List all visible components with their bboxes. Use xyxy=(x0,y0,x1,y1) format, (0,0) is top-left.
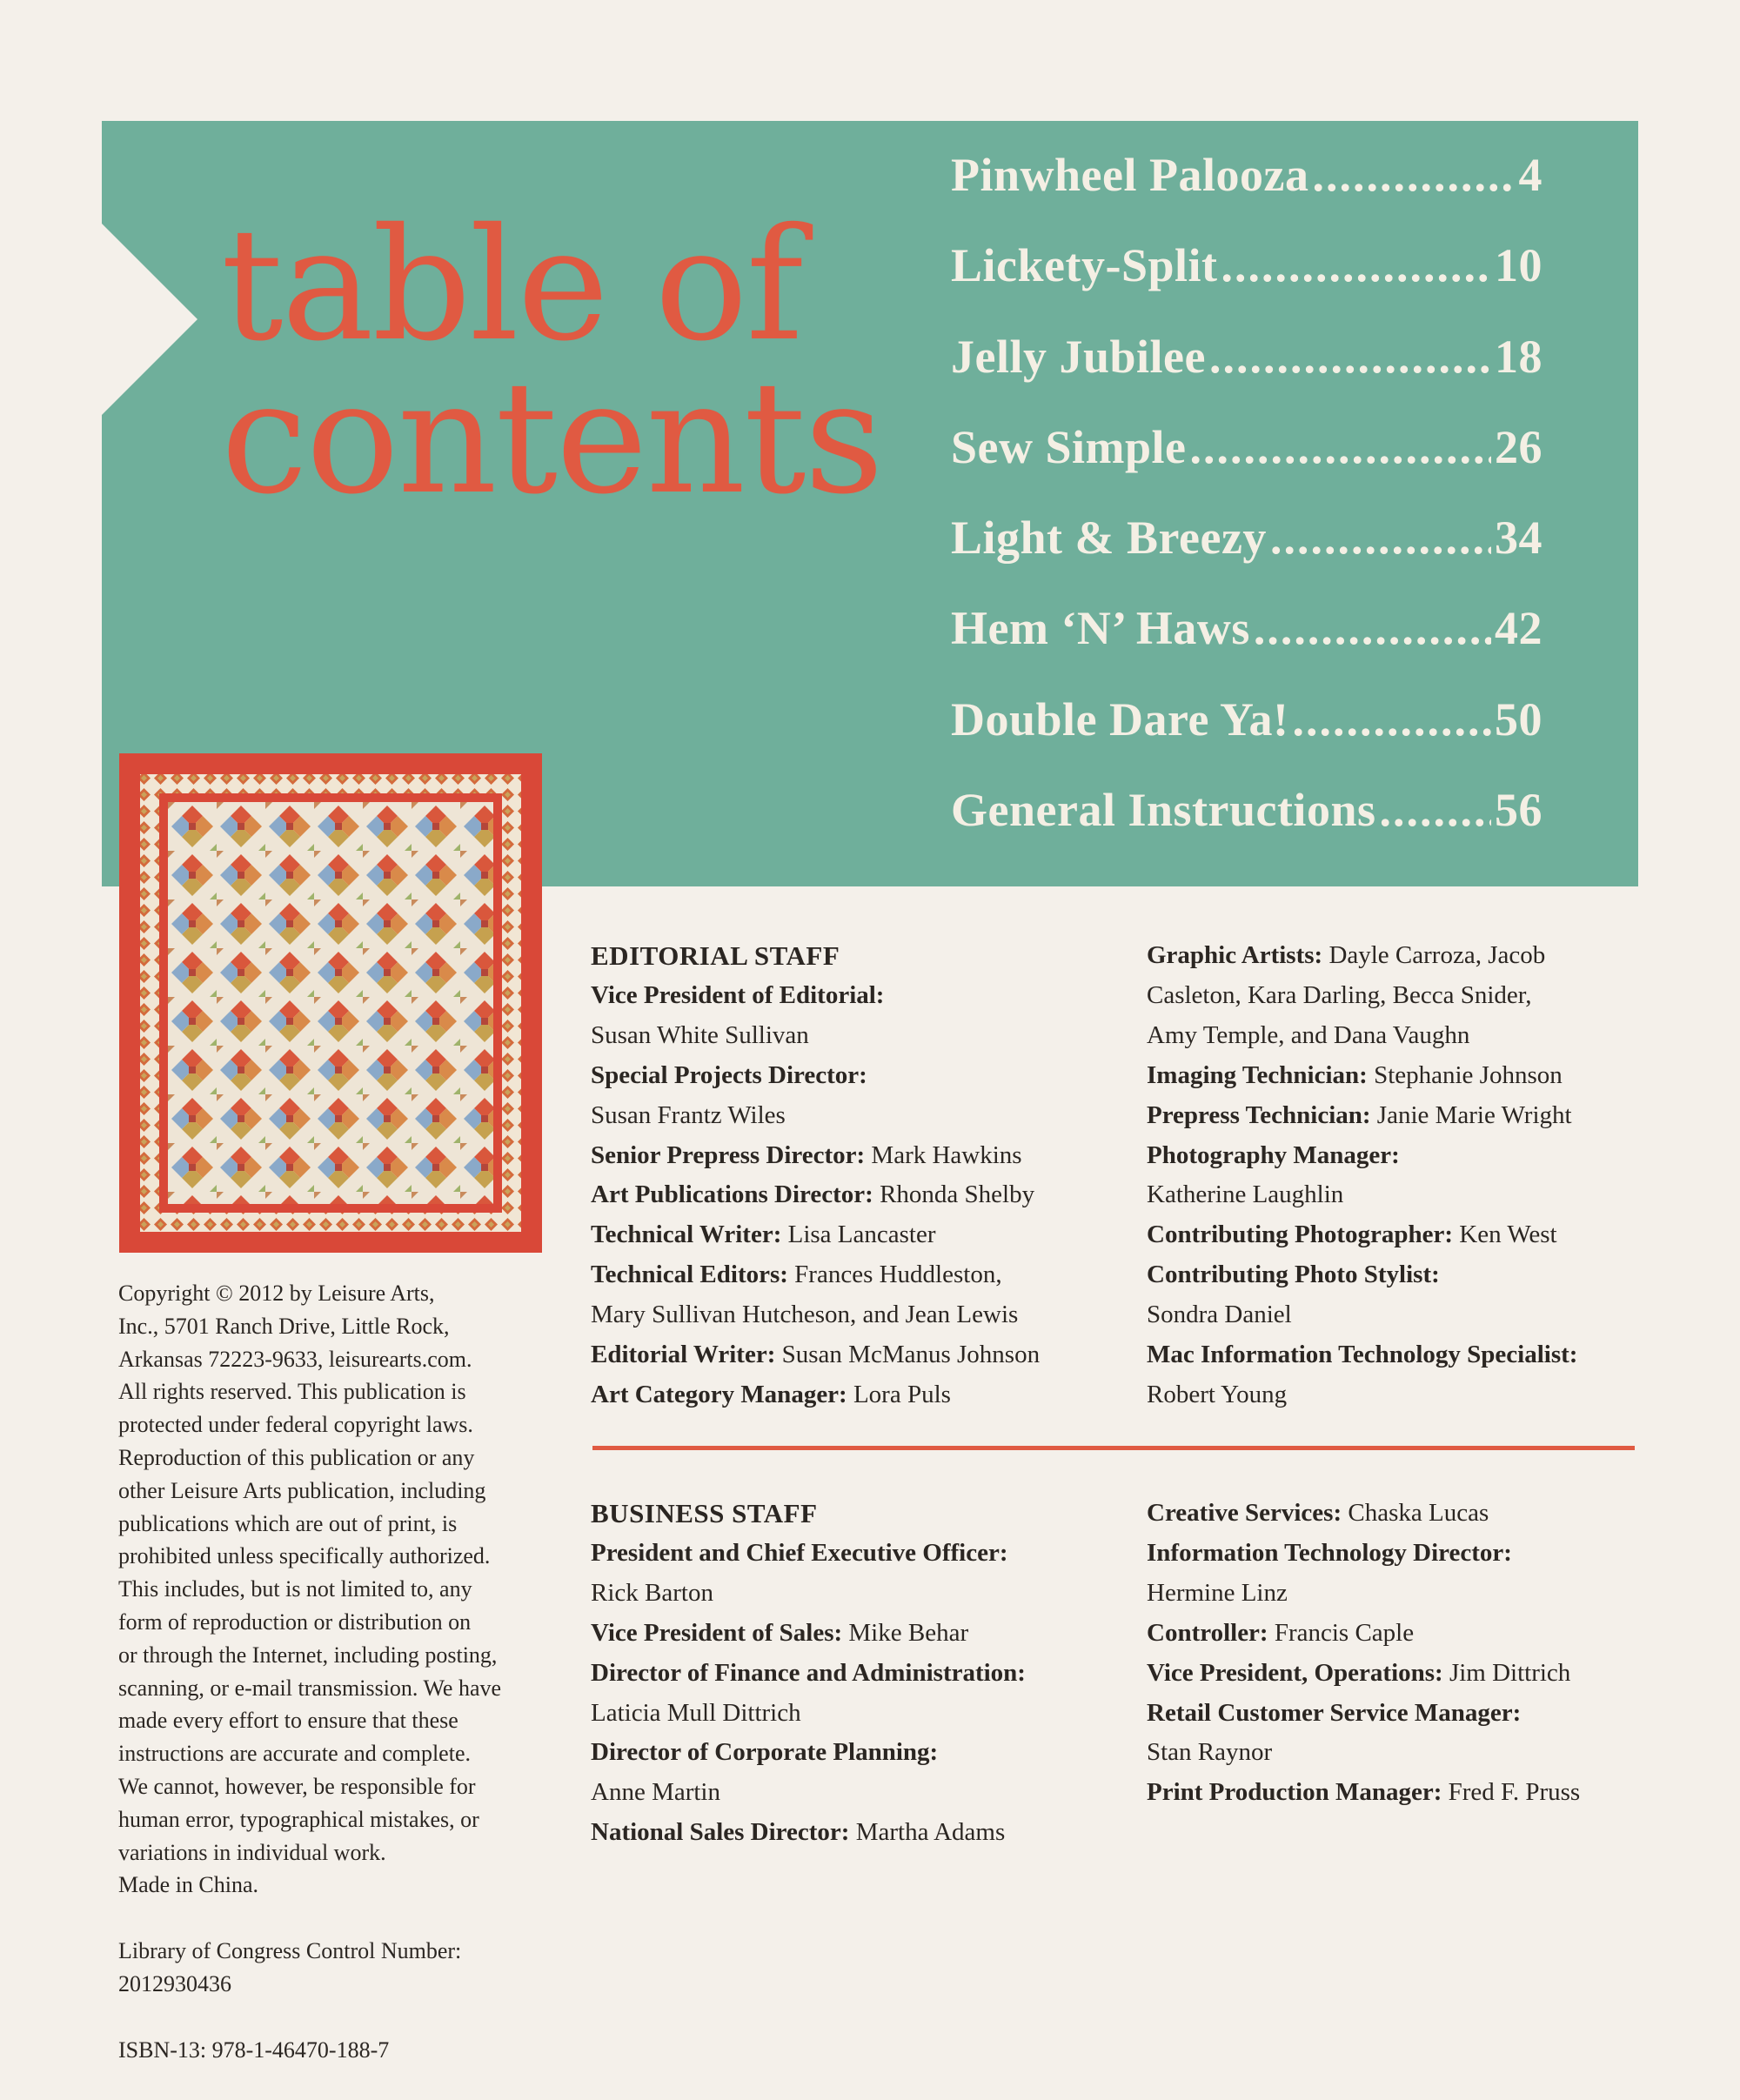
toc-leader xyxy=(1254,601,1491,655)
toc-item-title: Light & Breezy xyxy=(951,512,1267,565)
staff-line xyxy=(1147,1255,1703,1295)
staff-line xyxy=(1147,1016,1703,1056)
staff-name: Anne Martin xyxy=(591,1778,720,1807)
staff-line xyxy=(1147,1494,1703,1534)
staff-line xyxy=(1147,1295,1703,1335)
staff-name: Katherine Laughlin xyxy=(1147,1180,1344,1209)
staff-name: Jim Dittrich xyxy=(1442,1658,1571,1687)
staff-name: Janie Marie Wright xyxy=(1370,1100,1572,1129)
staff-role: Photography Manager: xyxy=(1147,1140,1400,1169)
staff-line xyxy=(1147,1773,1703,1813)
business-staff-col2 xyxy=(1147,1494,1703,1813)
toc-item[interactable] xyxy=(951,511,1543,601)
staff-line xyxy=(591,1136,1148,1176)
staff-line xyxy=(1147,1215,1703,1255)
staff-line xyxy=(1147,1574,1703,1614)
toc-item[interactable] xyxy=(951,601,1543,692)
toc-item-page: 50 xyxy=(1495,692,1543,746)
copyright-line: or through the Internet, including posting, xyxy=(118,1642,498,1668)
toc-item-title: Sew Simple xyxy=(951,420,1187,473)
copyright-line: Arkansas 72223-9633, leisurearts.com. xyxy=(118,1346,472,1372)
staff-line xyxy=(591,1096,1148,1136)
toc-item-title: Jelly Jubilee xyxy=(951,330,1206,383)
toc-item-page: 56 xyxy=(1495,784,1543,837)
staff-line xyxy=(1147,1654,1703,1694)
toc-item-page: 26 xyxy=(1495,420,1543,473)
toc-item-page: 42 xyxy=(1495,602,1543,655)
staff-line xyxy=(591,1773,1148,1813)
title-line-1: table of xyxy=(221,195,802,375)
business-staff-heading: BUSINESS STAFF xyxy=(591,1498,818,1528)
staff-line xyxy=(591,1056,1148,1096)
toc-item-page: 18 xyxy=(1495,330,1543,383)
staff-role: Retail Customer Service Manager: xyxy=(1147,1698,1522,1727)
copyright-line: Copyright © 2012 by Leisure Arts, xyxy=(118,1281,435,1306)
staff-line xyxy=(591,1694,1148,1734)
staff-name: Laticia Mull Dittrich xyxy=(591,1698,801,1727)
staff-role: Vice President of Editorial: xyxy=(591,980,885,1009)
toc-item-title: Pinwheel Palooza xyxy=(951,149,1309,201)
toc-leader xyxy=(1190,420,1491,474)
title-line-2: contents xyxy=(221,348,882,528)
staff-name: Ken West xyxy=(1453,1221,1557,1249)
staff-name: Susan Frantz Wiles xyxy=(591,1100,786,1129)
lccn-label: Library of Congress Control Number: xyxy=(118,1938,462,1964)
staff-role: Technical Writer: xyxy=(591,1221,782,1249)
copyright-line: publications which are out of print, is xyxy=(118,1510,458,1536)
staff-line xyxy=(591,1335,1148,1375)
staff-line xyxy=(591,1534,1148,1574)
staff-role: Director of Corporate Planning: xyxy=(591,1738,939,1767)
staff-line xyxy=(591,1215,1148,1255)
staff-role: Creative Services: xyxy=(1147,1499,1342,1527)
toc-item[interactable] xyxy=(951,420,1543,511)
toc-item-page: 34 xyxy=(1495,512,1543,565)
staff-role: Vice President of Sales: xyxy=(591,1618,843,1647)
toc-item-title: Lickety-Split xyxy=(951,239,1218,292)
staff-name: Mike Behar xyxy=(842,1618,969,1647)
copyright-line: prohibited unless specifically authorized. xyxy=(118,1543,491,1569)
spacer xyxy=(118,2001,553,2034)
staff-line xyxy=(1147,1136,1703,1176)
toc-leader xyxy=(1380,783,1492,837)
copyright-line: instructions are accurate and complete. xyxy=(118,1741,471,1767)
staff-role: Graphic Artists: xyxy=(1147,941,1323,969)
staff-role: Information Technology Director: xyxy=(1147,1538,1512,1567)
staff-line xyxy=(1147,1733,1703,1773)
quilt-photo xyxy=(119,753,542,1253)
toc-leader xyxy=(1209,330,1491,384)
toc-item[interactable] xyxy=(951,692,1543,783)
staff-name: Mark Hawkins xyxy=(865,1140,1022,1169)
page-title xyxy=(221,195,882,528)
staff-line xyxy=(591,1733,1148,1773)
copyright-line: protected under federal copyright laws. xyxy=(118,1412,473,1438)
editorial-staff-col1 xyxy=(591,936,1148,1415)
staff-role: Senior Prepress Director: xyxy=(591,1140,866,1169)
staff-name: Dayle Carroza, Jacob xyxy=(1322,941,1546,969)
toc-item[interactable] xyxy=(951,783,1543,873)
staff-line xyxy=(1147,976,1703,1016)
staff-role: Editorial Writer: xyxy=(591,1341,776,1369)
isbn: ISBN-13: 978-1-46470-188-7 xyxy=(118,2036,390,2063)
staff-name: Sondra Daniel xyxy=(1147,1301,1292,1329)
staff-role: Controller: xyxy=(1147,1618,1268,1647)
staff-name: Susan McManus Johnson xyxy=(775,1341,1041,1369)
toc-item-title: Double Dare Ya! xyxy=(951,692,1289,746)
staff-role: Print Production Manager: xyxy=(1147,1778,1442,1807)
copyright-line: human error, typographical mistakes, or xyxy=(118,1806,479,1832)
toc-item-page: 10 xyxy=(1495,239,1543,292)
staff-line xyxy=(1147,1614,1703,1654)
toc-item[interactable] xyxy=(951,330,1543,420)
staff-name: Robert Young xyxy=(1147,1380,1288,1408)
staff-line xyxy=(1147,1175,1703,1215)
staff-name: Mary Sullivan Hutcheson, and Jean Lewis xyxy=(591,1301,1019,1329)
staff-name: Hermine Linz xyxy=(1147,1578,1288,1607)
staff-role: Vice President, Operations: xyxy=(1147,1658,1443,1687)
toc-item[interactable] xyxy=(951,238,1543,329)
staff-line xyxy=(591,1654,1148,1694)
staff-name: Frances Huddleston, xyxy=(787,1261,1002,1289)
staff-line xyxy=(1147,1375,1703,1415)
staff-line xyxy=(591,1295,1148,1335)
staff-name: Chaska Lucas xyxy=(1342,1499,1489,1527)
copyright-line: This includes, but is not limited to, any xyxy=(118,1576,472,1602)
toc-leader xyxy=(1312,148,1515,202)
staff-role: Contributing Photo Stylist: xyxy=(1147,1261,1440,1289)
copyright-line: variations in individual work. xyxy=(118,1839,386,1865)
staff-role: National Sales Director: xyxy=(591,1818,850,1847)
staff-name: Stephanie Johnson xyxy=(1367,1060,1563,1089)
staff-name: Lora Puls xyxy=(847,1380,951,1408)
toc-item-page: 4 xyxy=(1518,149,1543,201)
staff-name: Martha Adams xyxy=(849,1818,1006,1847)
staff-line xyxy=(591,1175,1148,1215)
toc-leader xyxy=(1270,511,1491,565)
section-divider xyxy=(592,1446,1635,1450)
staff-line xyxy=(1147,1694,1703,1734)
staff-role: Special Projects Director: xyxy=(591,1060,867,1089)
staff-role: Director of Finance and Administration: xyxy=(591,1658,1026,1687)
editorial-staff-col2 xyxy=(1147,936,1703,1415)
staff-line xyxy=(591,1574,1148,1614)
staff-role: President and Chief Executive Officer: xyxy=(591,1538,1008,1567)
staff-role: Art Category Manager: xyxy=(591,1380,847,1408)
staff-line xyxy=(591,976,1148,1016)
staff-line xyxy=(591,1813,1148,1853)
staff-role: Contributing Photographer: xyxy=(1147,1221,1454,1249)
toc-leader xyxy=(1292,692,1491,746)
staff-name: Amy Temple, and Dana Vaughn xyxy=(1147,1020,1470,1049)
staff-line xyxy=(591,1255,1148,1295)
staff-line xyxy=(1147,1534,1703,1574)
staff-name: Stan Raynor xyxy=(1147,1738,1273,1767)
toc-item-title: General Instructions xyxy=(951,784,1376,837)
copyright-line: We cannot, however, be responsible for xyxy=(118,1773,476,1799)
staff-line xyxy=(1147,1335,1703,1375)
copyright-line: Inc., 5701 Ranch Drive, Little Rock, xyxy=(118,1313,450,1339)
lccn-number: 2012930436 xyxy=(118,1970,231,1996)
copyright-line: form of reproduction or distribution on xyxy=(118,1608,472,1635)
business-staff-col1 xyxy=(591,1494,1148,1853)
copyright-line: Made in China. xyxy=(118,1872,259,1898)
staff-line xyxy=(1147,1096,1703,1136)
staff-role: Art Publications Director: xyxy=(591,1180,873,1209)
toc-leader xyxy=(1221,238,1491,292)
editorial-staff-heading: EDITORIAL STAFF xyxy=(591,940,840,971)
toc-item[interactable] xyxy=(951,148,1543,238)
staff-name: Rick Barton xyxy=(591,1578,713,1607)
staff-line xyxy=(591,1375,1148,1415)
staff-role: Mac Information Technology Specialist: xyxy=(1147,1341,1578,1369)
toc-list xyxy=(951,148,1543,873)
copyright-line: made every effort to ensure that these xyxy=(118,1708,458,1734)
staff-name: Rhonda Shelby xyxy=(873,1180,1035,1209)
staff-line xyxy=(1147,936,1703,976)
staff-name: Fred F. Pruss xyxy=(1442,1778,1581,1807)
copyright-line: All rights reserved. This publication is xyxy=(118,1379,466,1405)
staff-role: Prepress Technician: xyxy=(1147,1100,1371,1129)
staff-name: Susan White Sullivan xyxy=(591,1020,809,1049)
toc-item-title: Hem ‘N’ Haws xyxy=(951,602,1250,655)
staff-name: Francis Caple xyxy=(1268,1618,1415,1647)
staff-role: Technical Editors: xyxy=(591,1261,788,1289)
copyright-line: Reproduction of this publication or any xyxy=(118,1444,475,1470)
spacer xyxy=(118,1902,553,1935)
copyright-line: scanning, or e-mail transmission. We have xyxy=(118,1675,502,1701)
staff-line xyxy=(591,1614,1148,1654)
staff-name: Lisa Lancaster xyxy=(781,1221,936,1249)
staff-role: Imaging Technician: xyxy=(1147,1060,1368,1089)
staff-line xyxy=(591,1016,1148,1056)
copyright-line: other Leisure Arts publication, including xyxy=(118,1477,486,1503)
staff-name: Casleton, Kara Darling, Becca Snider, xyxy=(1147,980,1532,1009)
staff-line xyxy=(1147,1056,1703,1096)
copyright-notice xyxy=(118,1277,553,2067)
